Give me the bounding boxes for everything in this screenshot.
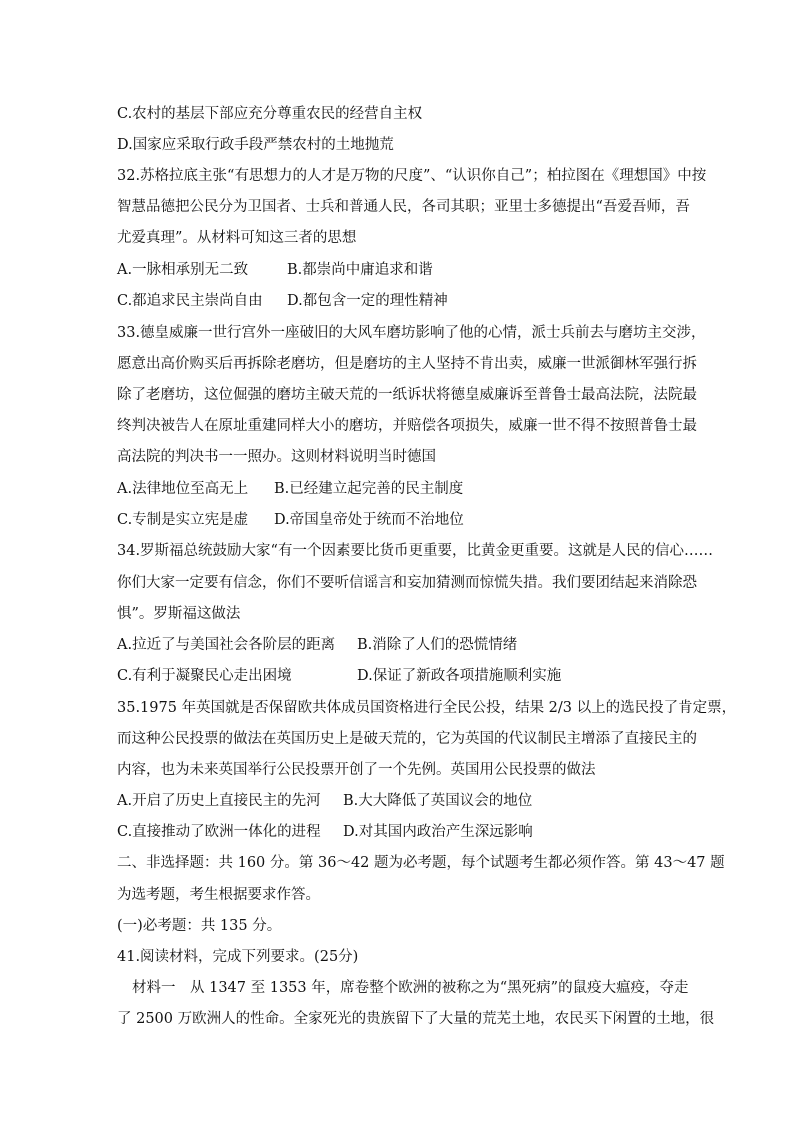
q33-options-row-2: [117, 510, 464, 530]
q33-option-c: C.专制是实立宪是虚: [117, 512, 249, 528]
q33-option-a: A.法律地位至高无上: [117, 481, 249, 497]
q32-stem-line-3: 尤爱真理”。从材料可知这三者的思想: [117, 230, 357, 246]
section2-heading-line-2: 为选考题，考生根据要求作答。: [117, 887, 320, 903]
q34-option-a: A.拉近了与美国社会各阶层的距离: [117, 637, 336, 653]
q32-option-b: B.都崇尚中庸追求和谐: [287, 262, 433, 278]
q33-options-row-1: [117, 479, 463, 499]
q35-options-row-2: [117, 822, 533, 842]
q34-options-row-2: [117, 666, 561, 686]
q35-option-c: C.直接推动了欧洲一体化的进程: [117, 824, 321, 840]
q34-option-d: D.保证了新政各项措施顺利实施: [357, 668, 562, 684]
q41-material-line-1: 材料一 从 1347 至 1353 年，席卷整个欧洲的被称之为“黑死病”的鼠疫大瘟疫，夺走: [132, 980, 689, 996]
q35-option-d: D.对其国内政治产生深远影响: [343, 824, 533, 840]
q34-option-b: B.消除了人们的恐慌情绪: [357, 637, 518, 653]
q35-option-a: A.开启了历史上直接民主的先河: [117, 793, 321, 809]
q35-options-row-1: [117, 791, 532, 811]
q32-option-a: A.一脉相承别无二致: [117, 262, 249, 278]
q31-option-d: D.国家应采取行政手段严禁农村的土地抛荒: [117, 137, 394, 153]
q33-stem-line-3: 除了老磨坊，这位倔强的磨坊主破天荒的一纸诉状将德皇威廉诉至普鲁士最高法院，法院最: [117, 387, 697, 403]
q35-option-b: B.大大降低了英国议会的地位: [343, 793, 533, 809]
q35-stem-line-2: 而这种公民投票的做法在英国历史上是破天荒的，它为英国的代议制民主增添了直接民主的: [117, 731, 697, 747]
q32-options-row-1: [117, 260, 433, 280]
q33-stem-line-4: 终判决被告人在原址重建同样大小的磨坊，并赔偿各项损失，威廉一世不得不按照普鲁士最: [117, 418, 697, 434]
q32-option-c: C.都追求民主崇尚自由: [117, 293, 263, 309]
q41-material-line-2: 了 2500 万欧洲人的性命。全家死光的贵族留下了大量的荒芜土地，农民买下闲置的土地，很: [117, 1011, 715, 1027]
q41-stem: 41.阅读材料，完成下列要求。(25分): [117, 949, 359, 965]
q32-stem-line-1: 32.苏格拉底主张“有思想力的人才是万物的尺度”、“认识你自己”；柏拉图在《理想国》中按: [117, 168, 707, 184]
q33-stem-line-2: 愿意出高价购买后再拆除老磨坊，但是磨坊的主人坚持不肯出卖，威廉一世派御林军强行拆: [117, 356, 697, 372]
q35-stem-line-1: 35.1975 年英国就是否保留欧共体成员国资格进行全民公投，结果 2/3 以上的选民投了肯定票，: [117, 700, 737, 716]
q32-stem-line-2: 智慧品德把公民分为卫国者、士兵和普通人民，各司其职；亚里士多德提出“吾爱吾师，吾: [117, 199, 690, 215]
q34-options-row-1: [117, 635, 517, 655]
q33-stem-line-5: 高法院的判决书一一照办。这则材料说明当时德国: [117, 449, 436, 465]
q34-stem-line-1: 34.罗斯福总统鼓励大家“有一个因素要比货币更重要，比黄金更重要。这就是人民的信心……: [117, 543, 713, 559]
q31-option-c: C.农村的基层下部应充分尊重农民的经营自主权: [117, 106, 423, 122]
q33-option-d: D.帝国皇帝处于统而不治地位: [274, 512, 464, 528]
q32-option-d: D.都包含一定的理性精神: [287, 293, 448, 309]
q32-options-row-2: [117, 291, 448, 311]
q33-option-b: B.已经建立起完善的民主制度: [274, 481, 464, 497]
q34-option-c: C.有利于凝聚民心走出困境: [117, 668, 292, 684]
q34-stem-line-2: 你们大家一定要有信念，你们不要听信谣言和妄加猜测而惊慌失措。我们要团结起来消除恐: [117, 575, 697, 591]
section2-required-label: (一)必考题：共 135 分。: [117, 918, 282, 934]
q35-stem-line-3: 内容，也为未来英国举行公民投票开创了一个先例。英国用公民投票的做法: [117, 762, 596, 778]
q33-stem-line-1: 33.德皇威廉一世行宫外一座破旧的大风车磨坊影响了他的心情，派士兵前去与磨坊主交涉，: [117, 325, 706, 341]
section2-heading-line-1: 二、非选择题：共 160 分。第 36～42 题为必考题，每个试题考生都必须作答。第 43～47 题: [117, 855, 725, 871]
q34-stem-line-3: 惧”。罗斯福这做法: [117, 606, 241, 622]
